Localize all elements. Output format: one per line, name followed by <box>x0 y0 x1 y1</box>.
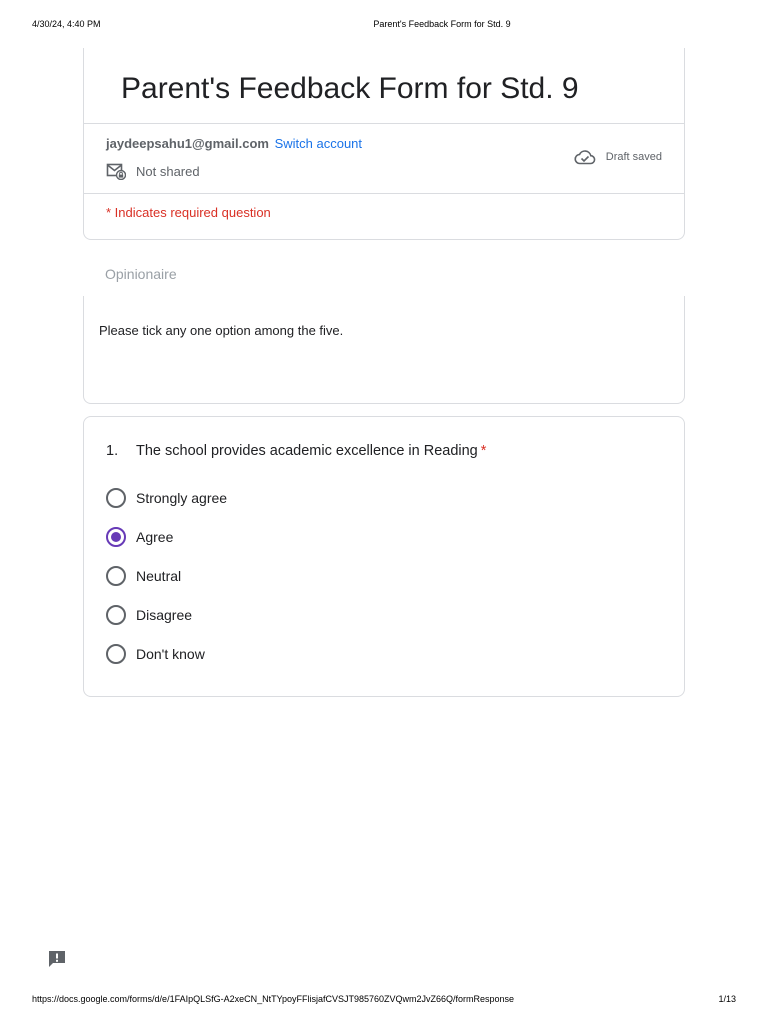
print-datetime: 4/30/24, 4:40 PM <box>32 19 101 29</box>
form-header-card <box>83 48 685 240</box>
print-page-number: 1/13 <box>718 994 736 1004</box>
option-strongly-agree[interactable] <box>106 488 227 508</box>
account-email: jaydeepsahu1@gmail.com <box>106 136 269 151</box>
print-doc-title: Parent's Feedback Form for Std. 9 <box>373 19 511 29</box>
cloud-check-icon <box>574 149 596 165</box>
question-number: 1. <box>106 443 119 459</box>
option-dont-know[interactable] <box>106 644 205 664</box>
required-note: * Indicates required question <box>106 205 271 220</box>
not-shared-status <box>106 162 200 180</box>
feedback-icon[interactable] <box>47 949 67 969</box>
not-shared-label: Not shared <box>136 163 200 179</box>
section-description: Please tick any one option among the five. <box>99 323 344 338</box>
draft-status-label: Draft saved <box>605 151 662 163</box>
divider <box>84 193 684 194</box>
section-title: Opinionaire <box>105 266 177 282</box>
divider <box>84 123 684 124</box>
option-label: Agree <box>136 529 174 545</box>
option-neutral[interactable] <box>106 566 181 586</box>
account-line <box>106 136 362 151</box>
radio-button[interactable] <box>106 488 126 508</box>
print-url: https://docs.google.com/forms/d/e/1FAIpQLSfG-A2xeCN_NtTYpoyFFlisjafCVSJT985760ZVQwm2JvZ66Q/formResponse <box>32 994 515 1004</box>
print-footer <box>0 994 768 1006</box>
option-label: Don't know <box>136 646 205 662</box>
question-title <box>106 443 486 459</box>
option-disagree[interactable] <box>106 605 192 625</box>
form-title: Parent's Feedback Form for Std. 9 <box>121 72 579 105</box>
option-label: Strongly agree <box>136 490 228 506</box>
print-header <box>0 19 768 31</box>
radio-button[interactable] <box>106 566 126 586</box>
option-agree[interactable] <box>106 527 173 547</box>
question-card <box>83 416 685 697</box>
section-description-card <box>83 296 685 404</box>
option-label: Neutral <box>136 568 182 584</box>
option-label: Disagree <box>136 607 193 623</box>
required-marker: * <box>480 443 487 459</box>
draft-status <box>574 149 662 165</box>
switch-account-link[interactable]: Switch account <box>274 136 363 151</box>
radio-button[interactable] <box>106 644 126 664</box>
question-text: The school provides academic excellence in Reading <box>136 443 478 459</box>
mail-lock-icon <box>106 162 126 180</box>
radio-button[interactable] <box>106 605 126 625</box>
radio-button-selected[interactable] <box>106 527 126 547</box>
